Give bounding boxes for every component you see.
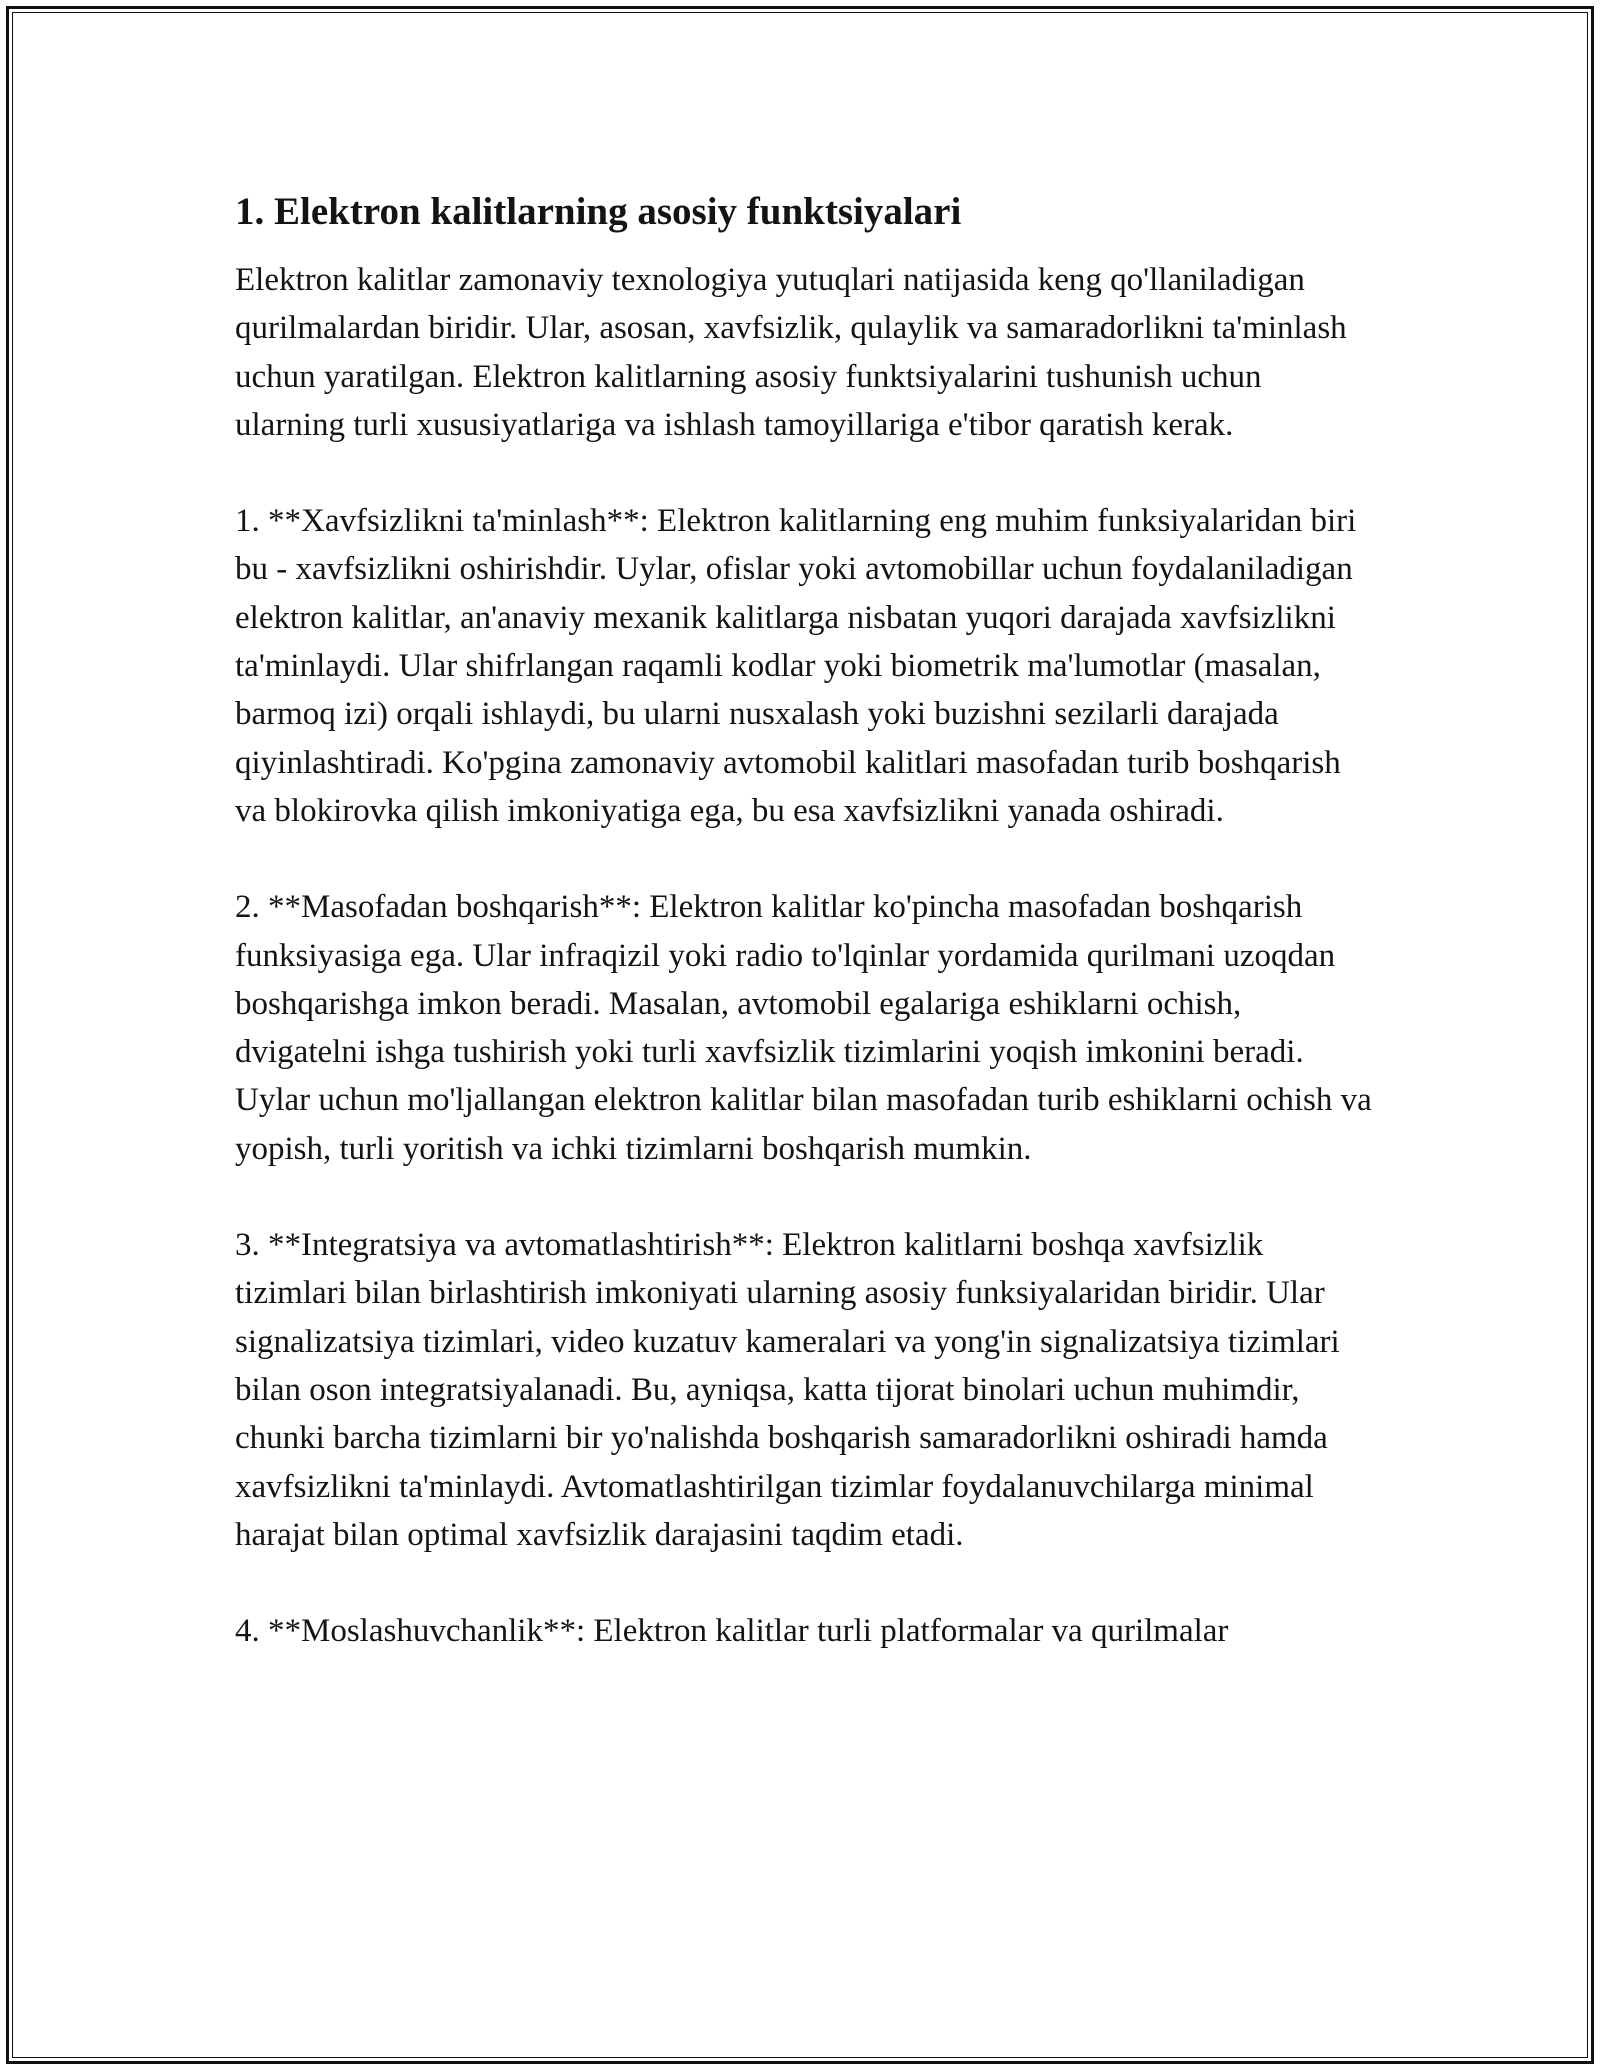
paragraph-flexibility: 4. **Moslashuvchanlik**: Elektron kalitlar turli platformalar va qurilmalar — [235, 1613, 1229, 1650]
paragraph-remote-control: 2. **Masofadan boshqarish**: Elektron kalitlar ko'pincha masofadan boshqarish funksiyasiga ega. Ular infraqizil yoki radio to'lqinlar yordamida qurilmani uzoqdan boshqarishga imkon beradi. Masalan, avtomobil egalariga eshiklarni ochish, dvigatelni ishga tushirish yoki turli xavfsizlik tizimlarini yoqish imkonini beradi. Uylar uchun mo'ljallangan elektron kalitlar bilan masofadan turib eshiklarni ochish va yopish, turli yoritish va ichki tizimlarni boshqarish mumkin. — [235, 889, 1372, 1167]
section-heading: 1. Elektron kalitlarning asosiy funktsiyalari — [235, 190, 962, 233]
document-body — [235, 186, 1375, 1655]
paragraph-security: 1. **Xavfsizlikni ta'minlash**: Elektron kalitlarning eng muhim funksiyalaridan biri bu - xavfsizlikni oshirishdir. Uylar, ofislar yoki avtomobillar uchun foydalaniladigan elektron kalitlar, an'anaviy mexanik kalitlarga nisbatan yuqori darajada xavfsizlikni ta'minlaydi. Ular shifrlangan raqamli kodlar yoki biometrik ma'lumotlar (masalan, barmoq izi) orqali ishlaydi, bu ularni nusxalash yoki buzishni sezilarli darajada qiyinlashtiradi. Ko'pgina zamonaviy avtomobil kalitlari masofadan turib boshqarish va blokirovka qilish imkoniyatiga ega, bu esa xavfsizlikni yanada oshiradi. — [235, 503, 1357, 829]
intro-paragraph: Elektron kalitlar zamonaviy texnologiya yutuqlari natijasida keng qo'llaniladigan qurilmalardan biridir. Ular, asosan, xavfsizlik, qulaylik va samaradorlikni ta'minlash uchun yaratilgan. Elektron kalitlarning asosiy funktsiyalarini tushunish uchun ularning turli xususiyatlariga va ishlash tamoyillariga e'tibor qaratish kerak. — [235, 262, 1347, 443]
paragraph-integration: 3. **Integratsiya va avtomatlashtirish**: Elektron kalitlarni boshqa xavfsizlik tizimlari bilan birlashtirish imkoniyati ularning asosiy funksiyalaridan biridir. Ular signalizatsiya tizimlari, video kuzatuv kameralari va yong'in signalizatsiya tizimlari bilan oson integratsiyalanadi. Bu, ayniqsa, katta tijorat binolari uchun muhimdir, chunki barcha tizimlarni bir yo'nalishda boshqarish samaradorlikni oshiradi hamda xavfsizlikni ta'minlaydi. Avtomatlashtirilgan tizimlar foydalanuvchilarga minimal harajat bilan optimal xavfsizlik darajasini taqdim etadi. — [235, 1227, 1340, 1553]
